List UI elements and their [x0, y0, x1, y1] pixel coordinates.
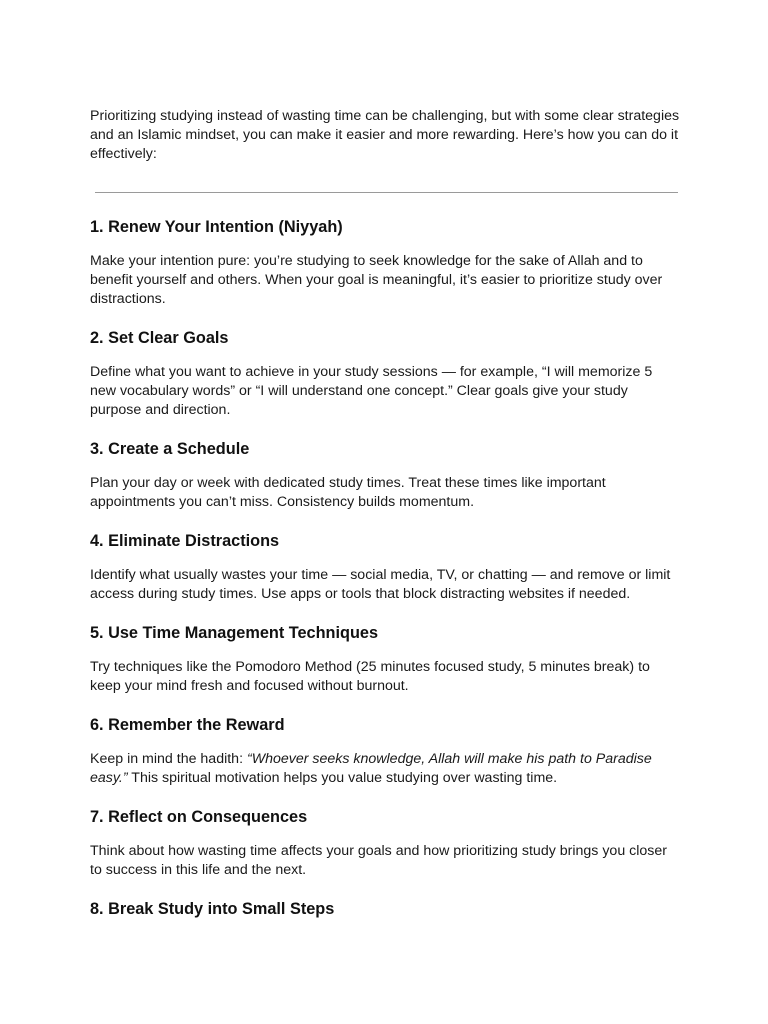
section-small-steps: [90, 899, 682, 919]
section-reflect-consequences: [90, 807, 682, 880]
horizontal-divider: [95, 192, 678, 193]
section-body: Plan your day or week with dedicated study times. Treat these times like important appointments you can’t miss. Consistency builds momentum.: [90, 475, 606, 510]
section-set-clear-goals: [90, 328, 682, 420]
section-body: Identify what usually wastes your time — social media, TV, or chatting — and remove or limit access during study times. Use apps or tools that block distracting websites if needed.: [90, 567, 671, 602]
section-renew-intention: [90, 217, 682, 309]
section-title: 6. Remember the Reward: [90, 716, 285, 734]
section-title: 1. Renew Your Intention (Niyyah): [90, 218, 343, 236]
section-body: Try techniques like the Pomodoro Method (25 minutes focused study, 5 minutes break) to keep your mind fresh and focused without burnout.: [90, 659, 650, 694]
section-body-prefix: Keep in mind the hadith:: [90, 751, 247, 767]
intro-paragraph: Prioritizing studying instead of wasting time can be challenging, but with some clear strategies and an Islamic mindset, you can make it easier and more rewarding. Here’s how you can do it effectively:: [90, 108, 680, 162]
section-title: 5. Use Time Management Techniques: [90, 624, 379, 642]
section-remember-reward: [90, 715, 682, 788]
section-body: Think about how wasting time affects your goals and how prioritizing study brings you closer to success in this life and the next.: [90, 843, 667, 878]
section-title: 8. Break Study into Small Steps: [90, 900, 335, 918]
section-body: Define what you want to achieve in your study sessions — for example, “I will memorize 5 new vocabulary words” or “I will understand one concept.” Clear goals give your study purpose and direction.: [90, 364, 653, 418]
section-title: 7. Reflect on Consequences: [90, 808, 308, 826]
section-title: 2. Set Clear Goals: [90, 329, 229, 347]
section-title: 3. Create a Schedule: [90, 440, 250, 458]
section-time-management: [90, 623, 682, 696]
section-body: [90, 750, 682, 788]
section-body-suffix: This spiritual motivation helps you value studying over wasting time.: [127, 770, 558, 786]
section-eliminate-distractions: [90, 531, 682, 604]
hadith-quote: “Whoever seeks knowledge, Allah will make his path to Paradise easy.”: [90, 751, 652, 786]
section-create-schedule: [90, 439, 682, 512]
section-title: 4. Eliminate Distractions: [90, 532, 280, 550]
section-body: Make your intention pure: you’re studying to seek knowledge for the sake of Allah and to benefit yourself and others. When your goal is meaningful, it’s easier to prioritize study over distractions.: [90, 253, 663, 307]
